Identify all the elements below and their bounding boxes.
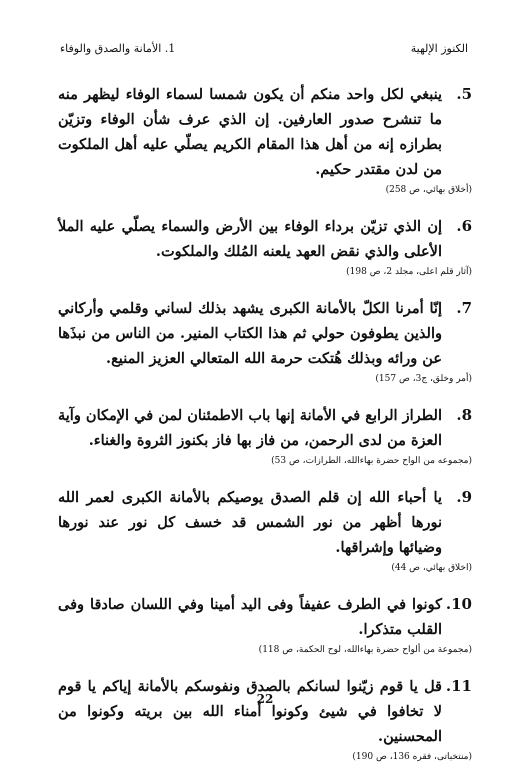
quotation-text: يا أحباء الله إن قلم الصدق يوصيكم بالأمانة الكبرى لعمر الله نورها أظهر من نور الشمس قد خسف كل نور عند نورها وضيائها وإشراقها.	[58, 489, 442, 556]
quotation-number: 6.	[456, 217, 472, 235]
quotation-source: (أمر وخلق، ج3، ص 157)	[375, 374, 472, 384]
quotation-number: 8.	[456, 406, 472, 424]
quotation-source: (مجموعه من الواح حضرة بهاءالله، الطرازات، ص 53)	[271, 456, 472, 466]
quotation-text: ينبغي لكل واحد منكم أن يكون شمسا لسماء الوفاء ليظهر منه ما تنشرح صدور العارفين. إن الذي عرف شأن الوفاء وتزيّن بطرازه إنه من أهل هذا المقام الكريم يصلّي عليه أهل الملكوت من لدن مقتدر حكيم.	[58, 86, 442, 178]
quotation-source: (مجموعة من ألواح حضرة بهاءالله، لوح الحكمة، ص 118)	[258, 645, 472, 655]
quotation-source: (منتخباتى، فقره 136، ص 190)	[352, 752, 472, 762]
quotation-item	[58, 674, 472, 762]
page-number: 22	[256, 692, 274, 706]
quotation-text: إنّا أمرنا الكلّ بالأمانة الكبرى يشهد بذلك لساني وقلمي وأركاني والذين يطوفون حولي ثم هذا الكتاب المنير. من الناس من نبذَها عن ورائه وبذلك هُتكت حرمة الله المتعالي العزيز المنيع.	[58, 300, 442, 367]
quotation-source: (أخلاق بهائي، ص 258)	[385, 185, 472, 195]
quotation-text: إن الذي تزيّن برداء الوفاء بين الأرض والسماء يصلّي عليه الملأ الأعلى والذي نقض العهد يلعنه المُلك والملكوت.	[58, 218, 442, 260]
quotation-item	[58, 82, 472, 195]
quotation-item	[58, 485, 472, 573]
book-title: الكنوز الإلهية	[410, 42, 468, 55]
quotation-text: قل يا قوم زيّنوا لسانكم بالصدق ونفوسكم بالأمانة إياكم يا قوم لا تخافوا في شيئ وكونوا أمناء الله بين بريته وكونوا من المحسنين.	[58, 678, 442, 745]
quotation-item	[58, 592, 472, 655]
quotation-item	[58, 296, 472, 384]
quotation-number: 11.	[445, 677, 472, 695]
quotation-text: الطراز الرابع في الأمانة إنها باب الاطمئنان لمن في الإمكان وآية العزة من لدى الرحمن، من فاز بها فاز بكنوز الثروة والغناء.	[58, 407, 442, 449]
quotation-number: 7.	[456, 299, 472, 317]
quotation-item	[58, 214, 472, 277]
quotation-item	[58, 403, 472, 466]
quotations-list	[58, 82, 472, 781]
quotation-number: 5.	[456, 85, 472, 103]
quotation-text: كونوا في الطرف عفيفاً وفى اليد أمينا وفي اللسان صادقا وفى القلب متذكرا.	[58, 596, 442, 638]
running-header	[60, 42, 468, 55]
quotation-number: 9.	[456, 488, 472, 506]
quotation-source: (اخلاق بهائي، ص 44)	[391, 563, 472, 573]
quotation-number: 10.	[445, 595, 472, 613]
quotation-source: (آثار قلم اعلى، مجلد 2، ص 198)	[346, 267, 472, 277]
chapter-title: 1. الأمانة والصدق والوفاء	[60, 42, 176, 55]
